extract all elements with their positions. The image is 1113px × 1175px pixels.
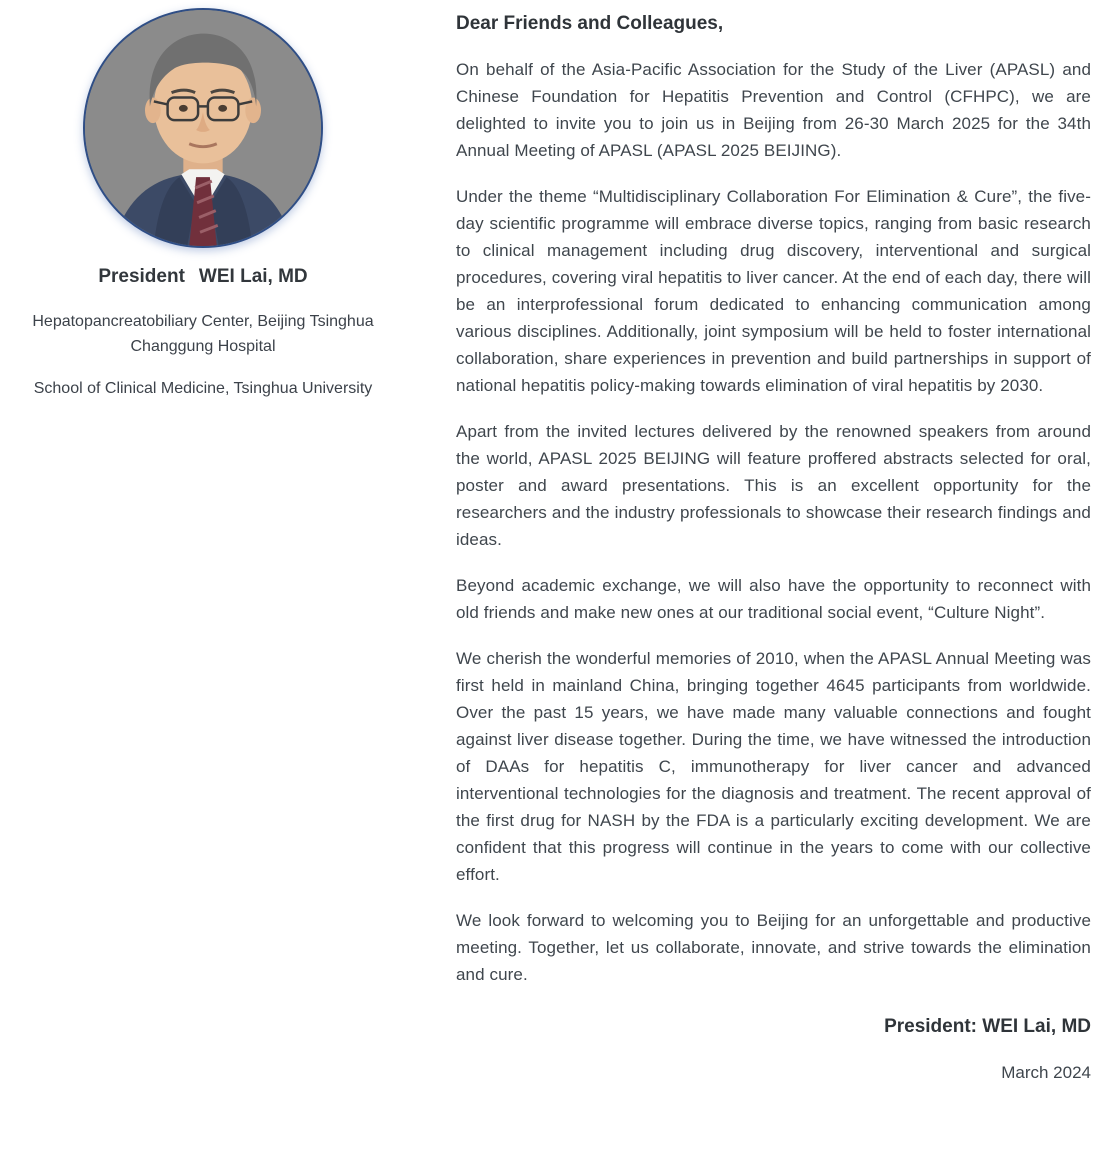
letter-paragraph-4: Beyond academic exchange, we will also have the opportunity to reconnect with old friends and make new ones at our traditional social event, “Culture Night”. [456, 576, 1091, 622]
president-name-label: WEI Lai, MD [198, 266, 308, 287]
president-name-line [0, 264, 406, 290]
president-title-label: President [98, 266, 185, 287]
letter-paragraph-2: Under the theme “Multidisciplinary Collaboration For Elimination & Cure”, the five-day scientific programme will embrace diverse topics, ranging from basic research to clinical management including drug discovery, interventional and surgical procedures, covering viral hepatitis to liver cancer. At the end of each day, there will be an interprofessional forum dedicated to enhancing communication among various disciplines. Additionally, joint symposium will be held to foster international collaboration, share experiences in prevention and build partnerships in support of national hepatitis policy-making towards elimination of viral hepatitis by 2030. [456, 187, 1091, 395]
president-profile [0, 8, 406, 401]
letter-paragraph-6: We look forward to welcoming you to Beijing for an unforgettable and productive meeting. Together, let us collaborate, innovate, and strive towards the elimination and cure. [456, 911, 1091, 984]
letter-date: March 2024 [1001, 1063, 1091, 1082]
letter-salutation: Dear Friends and Colleagues, [456, 13, 724, 34]
welcome-letter [456, 8, 1091, 1086]
letter-signature: President: WEI Lai, MD [884, 1016, 1091, 1037]
letter-paragraph-1: On behalf of the Asia-Pacific Association for the Study of the Liver (APASL) and Chinese Foundation for Hepatitis Prevention and Control (CFHPC), we are delighted to invite you to join us in Beijing from 26-30 March 2025 for the 34th Annual Meeting of APASL (APASL 2025 BEIJING). [456, 60, 1091, 160]
president-portrait-illustration [85, 10, 321, 246]
affiliation-secondary: School of Clinical Medicine, Tsinghua University [33, 380, 373, 397]
affiliation-primary: Hepatopancreatobiliary Center, Beijing Tsinghua Changgung Hospital [32, 313, 374, 355]
president-photo [83, 8, 323, 248]
letter-paragraph-3: Apart from the invited lectures delivered by the renowned speakers from around the world, APASL 2025 BEIJING will feature proffered abstracts selected for oral, poster and award presentations. This is an excellent opportunity for the researchers and the industry professionals to showcase their research findings and ideas. [456, 422, 1091, 549]
letter-paragraph-5: We cherish the wonderful memories of 2010, when the APASL Annual Meeting was first held in mainland China, bringing together 4645 participants from worldwide. Over the past 15 years, we have made many valuable connections and fought against liver disease together. During the time, we have witnessed the introduction of DAAs for hepatitis C, immunotherapy for liver cancer and advanced interventional technologies for the diagnosis and treatment. The recent approval of the first drug for NASH by the FDA is a particularly exciting development. We are confident that this progress will continue in the years to come with our collective effort. [456, 649, 1091, 884]
